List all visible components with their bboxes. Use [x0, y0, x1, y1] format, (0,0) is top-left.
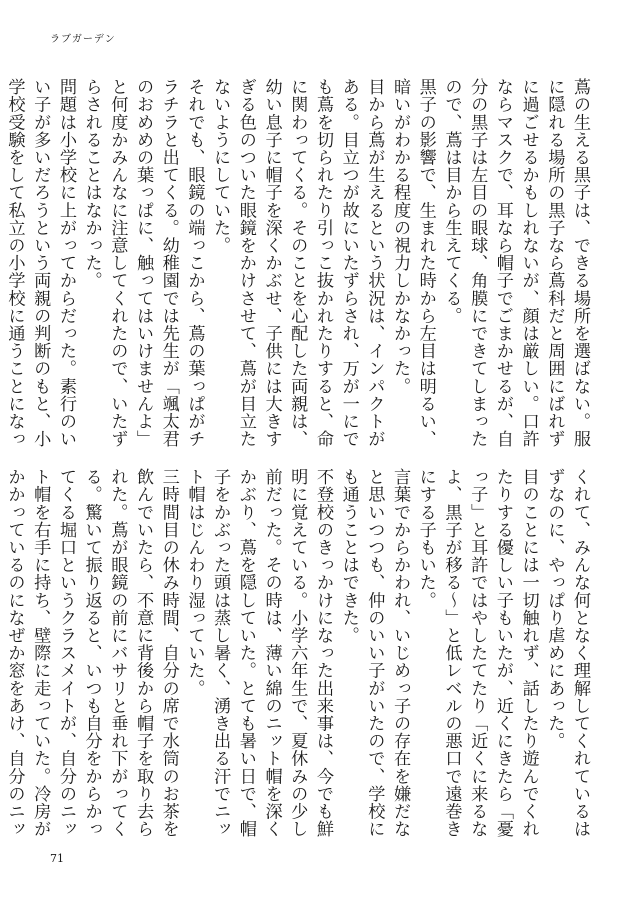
paragraph: くれて、みんな何となく理解してくれているはずなのに、やっぱり虐めにあった。 — [544, 468, 590, 838]
page-number: 71 — [50, 852, 64, 865]
paragraph: 目から蔦が生えるという状況は、インパクトがある。目立つが故にいたずらされ、万が一にでも蔦を切られたり引っこ抜かれたりすると、命に関わってくる。そのことを心配した両親は、幼い息子に帽子を深くかぶせ、子供には大きすぎる色のついた眼鏡をかけさせて、蔦が目立たないようにしていた。 — [210, 78, 385, 448]
paragraph: 目のことには一切触れず、話したり遊んでくれたりする優しい子もいたが、近くにきたら「憂っ子」と耳許ではやしたてたり「近くに来るなよ、黒子が移る〜」と低レベルの悪口で遠巻きにする子もいた。 — [415, 468, 539, 838]
paragraph: 問題は小学校に上がってからだった。素行のいい子が多いだろうという両親の判断のもと、小学校受験をして私立の小学校に通うことになっ — [4, 78, 76, 448]
paragraph: 三時間目の休み時間、自分の席で水筒のお茶を飲んでいたら、不意に背後から帽子を取り去られた。蔦が眼鏡の前にバサリと垂れ下がってくる。驚いて振り返ると、いつも自分をからかってくる堀口というクラスメイトが、自分のニット帽を右手に持ち、壁際に走っていた。冷房がかかっているのになぜか窓をあけ、自分のニッ — [4, 468, 179, 838]
running-header: ラブガーデン — [50, 34, 116, 45]
lower-text-block — [4, 468, 592, 840]
paragraph: 言葉でからかわれ、いじめっ子の存在を嫌だなと思いつつも、仲のいい子がいたので、学校にも通うことはできた。 — [338, 468, 411, 838]
paragraph: 蔦の生える黒子は、できる場所を選ばない。服に隠れる場所の黒子なら蔦科だと周囲にばれずに過ごせるかもしれないが、顔は厳しい。口許ならマスクで、耳なら帽子でごまかせるが、自分の黒子は左目の眼球、角膜にできてしまったので、蔦は目から生えてくる。 — [441, 78, 590, 448]
paragraph: 黒子の影響で、生まれた時から左目は明るい、暗いがわかる程度の視力しかなかった。 — [390, 78, 436, 448]
upper-text-block — [4, 78, 592, 448]
paragraph: それでも、眼鏡の端っこから、蔦の葉っぱがチラチラと出てくる。幼稚園では先生が「颯太君のおめめの葉っぱに、触ってはいけませんよ」と何度かみんなに注意してくれたので、いたずらされることはなかった。 — [81, 78, 205, 448]
paragraph: 不登校のきっかけになった出来事は、今でも鮮明に覚えている。小学六年生で、夏休みの少し前だった。その時は、薄い綿のニット帽を深くかぶり、蔦を隠していた。とても暑い日で、帽子をかぶった頭は蒸し暑く、湧き出る汗でニット帽はじんわり湿っていた。 — [184, 468, 333, 838]
